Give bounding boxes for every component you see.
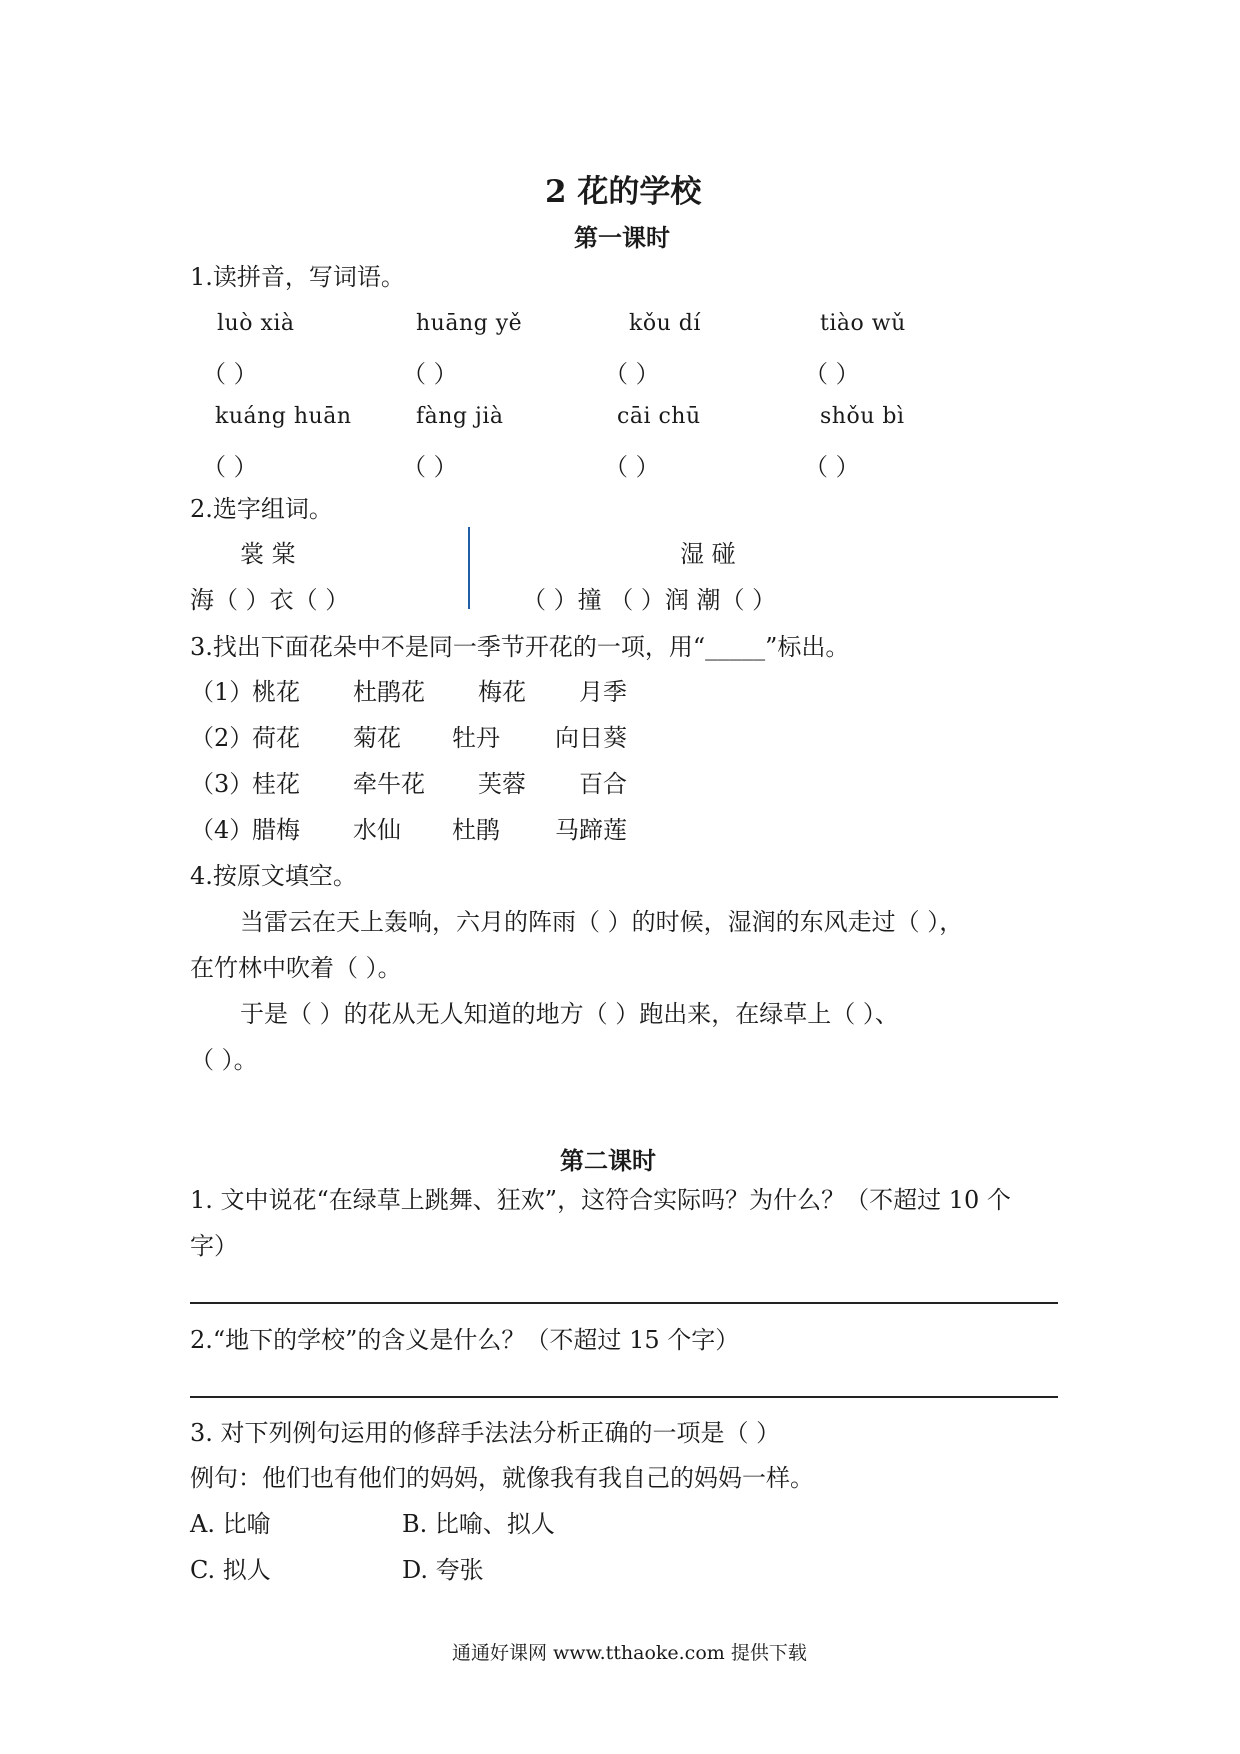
flower-option[interactable]: 水仙 — [353, 816, 401, 844]
answer-blank[interactable]: （ ） — [402, 453, 458, 481]
choice-option[interactable]: A. 比喻 — [190, 1510, 271, 1538]
row-number: （4） — [190, 816, 254, 844]
choice-option[interactable]: B. 比喻、拟人 — [402, 1510, 555, 1538]
flower-option[interactable]: 梅花 — [478, 678, 526, 706]
answer-blank[interactable]: （ ） — [202, 453, 258, 481]
flower-option[interactable]: 荷花 — [252, 724, 300, 752]
fill-paragraph-line[interactable]: 在竹林中吹着（ ）。 — [190, 954, 402, 982]
pinyin-1: luò xià — [217, 311, 295, 336]
lesson-one-heading: 第一课时 — [574, 223, 670, 252]
flower-option[interactable]: 牡丹 — [452, 724, 500, 752]
flower-option[interactable]: 月季 — [579, 678, 627, 706]
answer-blank[interactable]: （ ） — [202, 360, 258, 388]
q2-left-fill[interactable]: 海（ ）衣（ ） — [190, 586, 350, 614]
pinyin-8: shǒu bì — [820, 404, 905, 429]
choice-option[interactable]: C. 拟人 — [190, 1556, 271, 1584]
answer-blank[interactable]: （ ） — [804, 360, 860, 388]
pinyin-6: fàng jià — [416, 404, 504, 429]
flower-option[interactable]: 百合 — [579, 770, 627, 798]
q2-right-fill[interactable]: （ ）撞 （ ）润 潮（ ） — [522, 586, 777, 614]
l2-q3: 3. 对下列例句运用的修辞手法法分析正确的一项是（ ） — [190, 1419, 781, 1447]
flower-option[interactable]: 牵牛花 — [353, 770, 425, 798]
flower-option[interactable]: 腊梅 — [252, 816, 300, 844]
row-number: （1） — [190, 678, 254, 706]
answer-blank[interactable]: （ ） — [804, 453, 860, 481]
answer-line[interactable] — [190, 1302, 1058, 1304]
l2-q1-line: 1. 文中说花“在绿草上跳舞、狂欢”，这符合实际吗？为什么？（不超过 10 个 — [190, 1186, 1011, 1214]
row-number: （2） — [190, 724, 254, 752]
column-divider — [468, 527, 470, 609]
q3-prompt: 3.找出下面花朵中不是同一季节开花的一项，用“_____”标出。 — [190, 633, 850, 661]
answer-blank[interactable]: （ ） — [402, 360, 458, 388]
choice-option[interactable]: D. 夸张 — [402, 1556, 484, 1584]
row-number: （3） — [190, 770, 254, 798]
l2-q2: 2.“地下的学校”的含义是什么？（不超过 15 个字） — [190, 1326, 740, 1354]
q2-right-chars: 湿 碰 — [680, 540, 736, 568]
answer-line[interactable] — [190, 1396, 1058, 1398]
pinyin-7: cāi chū — [617, 404, 701, 429]
q2-left-chars: 裳 棠 — [240, 540, 296, 568]
fill-paragraph-line[interactable]: （ ）。 — [190, 1046, 258, 1074]
flower-option[interactable]: 杜鹃花 — [353, 678, 425, 706]
flower-option[interactable]: 菊花 — [353, 724, 401, 752]
answer-blank[interactable]: （ ） — [604, 453, 660, 481]
answer-blank[interactable]: （ ） — [604, 360, 660, 388]
pinyin-3: kǒu dí — [629, 311, 701, 336]
flower-option[interactable]: 桃花 — [252, 678, 300, 706]
flower-option[interactable]: 芙蓉 — [478, 770, 526, 798]
flower-option[interactable]: 杜鹃 — [452, 816, 500, 844]
fill-paragraph-line[interactable]: 当雷云在天上轰响，六月的阵雨（ ）的时候，湿润的东风走过（ ）， — [240, 908, 964, 936]
fill-paragraph-line[interactable]: 于是（ ）的花从无人知道的地方（ ）跑出来，在绿草上（ ）、 — [240, 1000, 899, 1028]
pinyin-5: kuáng huān — [215, 404, 352, 429]
pinyin-2: huāng yě — [416, 311, 523, 336]
q1-prompt: 1.读拼音，写词语。 — [190, 263, 405, 291]
lesson-two-heading: 第二课时 — [560, 1146, 656, 1175]
flower-option[interactable]: 桂花 — [252, 770, 300, 798]
q4-prompt: 4.按原文填空。 — [190, 862, 357, 890]
example-sentence: 例句：他们也有他们的妈妈，就像我有我自己的妈妈一样。 — [190, 1464, 814, 1492]
l2-q1-line: 字） — [190, 1232, 238, 1260]
worksheet-title: 2 花的学校 — [545, 174, 702, 210]
footer-credit: 通通好课网 www.tthaoke.com 提供下载 — [452, 1642, 807, 1664]
flower-option[interactable]: 马蹄莲 — [555, 816, 627, 844]
q2-prompt: 2.选字组词。 — [190, 495, 333, 523]
pinyin-4: tiào wǔ — [820, 311, 906, 336]
flower-option[interactable]: 向日葵 — [555, 724, 627, 752]
